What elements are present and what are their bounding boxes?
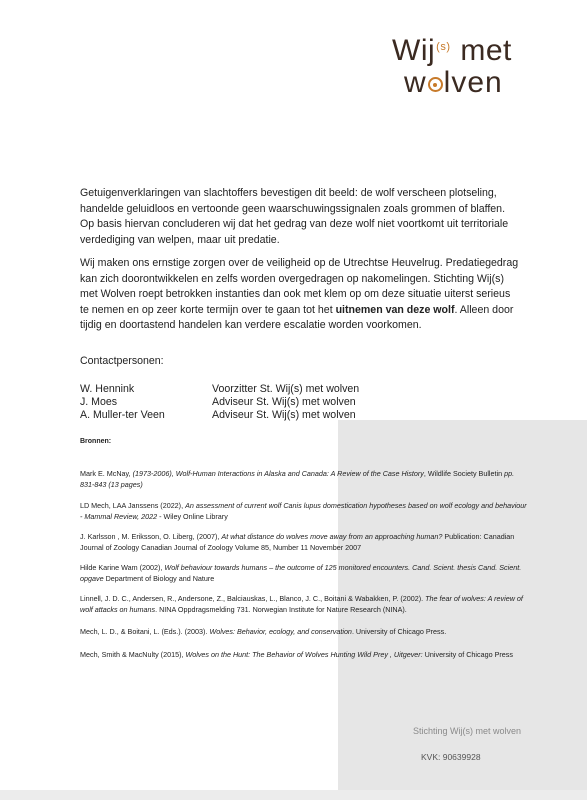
bold-phrase: uitnemen van deze wolf	[335, 303, 455, 316]
source-item: LD Mech, LAA Janssens (2022), An assessment of current wolf Canis lupus domestication hypotheses based on wolf ecology and behaviour - Mammal Review, 2022 - Wiley Online Library	[80, 501, 527, 521]
contact-role: Adviseur St. Wij(s) met wolven	[212, 409, 356, 421]
contact-row	[80, 383, 500, 397]
source-item: Linnell, J. D. C., Andersen, R., Andersone, Z., Balciauskas, L., Blanco, J. C., Boitani & Wabakken, P. (2002). The fear of wolves: A review of wolf attacks on humans. NINA Oppdragsmelding 731. Norwegian Institute for Nature Research (NINA).	[80, 594, 523, 614]
contact-row	[80, 396, 500, 410]
contact-name: J. Moes	[80, 396, 118, 408]
paw-icon	[428, 77, 443, 92]
source-item: Mech, Smith & MacNulty (2015), Wolves on the Hunt: The Behavior of Wolves Hunting Wild Prey , Uitgever: University of Chicago Press	[80, 650, 513, 659]
contacts-title: Contactpersonen:	[80, 355, 164, 367]
paragraph-testimonies: Getuigenverklaringen van slachtoffers bevestigen dit beeld: de wolf verscheen plotseling, handelde geluidloos en vertoonde geen waarschuwingssignalen zoals grommen of blaffen. Op basis hiervan concluderen wij dat het gedrag van deze wolf niet voortkomt uit territoriale verdediging van welpen, maar uit predatie.	[80, 187, 509, 246]
footer-organization: Stichting Wij(s) met wolven	[413, 726, 522, 736]
footer-kvk-number: KVK: 90639928	[421, 752, 481, 762]
source-item: Mech, L. D., & Boitani, L. (Eds.). (2003). Wolves: Behavior, ecology, and conservation. University of Chicago Press.	[80, 627, 447, 636]
bottom-edge	[0, 790, 587, 800]
paragraph-concerns: Wij maken ons ernstige zorgen over de veiligheid op de Utrechtse Heuvelrug. Predatiegedrag kan zich doorontwikkelen en zelfs worden overgedragen op nakomelingen. Stichting Wij(s) met Wolven roept betrokken instanties dan ook met klem op om deze situatie uiterst serieus te nemen en op zeer korte termijn over te gaan tot het uitnemen van deze wolf. Alleen door tijdig en doortastend handelen kan verdere escalatie worden voorkomen.	[80, 257, 519, 332]
contact-role: Voorzitter St. Wij(s) met wolven	[212, 383, 360, 395]
contact-name: W. Hennink	[80, 383, 135, 395]
contact-role: Adviseur St. Wij(s) met wolven	[212, 396, 356, 408]
source-item: Hilde Karine Wam (2002), Wolf behaviour towards humans – the outcome of 125 monitored encounters. Cand. Scient. thesis Cand. Scient. opgave Department of Biology and Nature	[80, 563, 522, 583]
logo	[392, 34, 552, 106]
source-item: Mark E. McNay, (1973-2006), Wolf-Human Interactions in Alaska and Canada: A Review of the Case History, Wildlife Society Bulletin pp. 831-843 (13 pages)	[80, 469, 515, 489]
source-item: J. Karlsson , M. Eriksson, O. Liberg, (2007), At what distance do wolves move away from an approaching human? Publication: Canadian Journal of Zoology Canadian Journal of Zoology Volume 85, Number 11 November 2007	[80, 532, 515, 552]
logo-line-2: w lven	[404, 66, 503, 99]
logo-line-1: Wij$^{(s)}$ met	[392, 34, 512, 67]
sources-title: Bronnen:	[80, 438, 112, 445]
contact-name: A. Muller-ter Veen	[80, 409, 165, 421]
contact-row	[80, 409, 500, 423]
